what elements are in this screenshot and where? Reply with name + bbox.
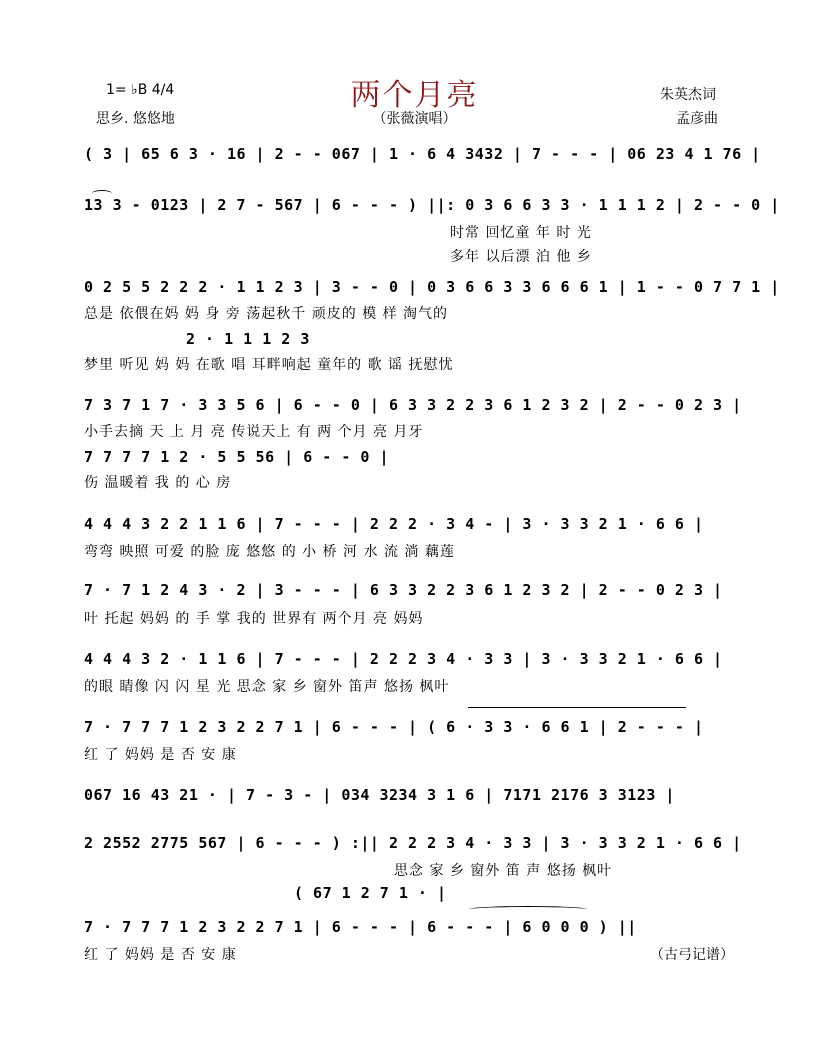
tempo-marking: 思乡. 悠悠地 bbox=[96, 111, 175, 127]
score-line-11: 7 · 7 7 7 1 2 3 2 2 7 1 | 6 - - - | 6 - - - | 6 0 0 0 ) || bbox=[84, 918, 637, 936]
lyrics-line-8: 叶 托起 妈妈 的 手 掌 我的 世界有 两个月 亮 妈妈 bbox=[84, 611, 424, 627]
score-line-7: 4 4 4 3 2 · 1 1 6 | 7 - - - | 2 2 2 3 4 · 3 3 | 3 · 3 3 2 1 · 6 6 | bbox=[84, 650, 723, 668]
lyrics-line-7: 弯弯 映照 可爱 的脸 庞 悠悠 的 小 桥 河 水 流 淌 藕莲 bbox=[84, 544, 455, 560]
tie-arc bbox=[92, 190, 112, 197]
tie-arc bbox=[468, 906, 588, 913]
song-title: 两个月亮 bbox=[350, 78, 479, 113]
lyrics-line-12: 红 了 妈妈 是 否 安 康 bbox=[84, 947, 237, 963]
lyrics-line-10: 红 了 妈妈 是 否 安 康 bbox=[84, 747, 237, 763]
lyrics-line-4: 梦里 听见 妈 妈 在歌 唱 耳畔响起 童年的 歌 谣 抚慰忧 bbox=[84, 357, 454, 373]
score-line-10b: ( 67 1 2 7 1 · | bbox=[294, 884, 447, 902]
score-line-2: 13 3 - 0123 | 2 7 - 567 | 6 - - - ) ||: 0 3 6 6 3 3 · 1 1 1 2 | 2 - - 0 | bbox=[84, 196, 780, 214]
score-line-3: 0 2 5 5 2 2 2 · 1 1 2 3 | 3 - - 0 | 0 3 6 6 3 3 6 6 6 1 | 1 - - 0 7 7 1 | bbox=[84, 278, 780, 296]
score-line-8: 7 · 7 7 7 1 2 3 2 2 7 1 | 6 - - - | ( 6 · 3 3 · 6 6 1 | 2 - - - | bbox=[84, 718, 704, 736]
score-line-6: 7 · 7 1 2 4 3 · 2 | 3 - - - | 6 3 3 2 2 3 6 1 2 3 2 | 2 - - 0 2 3 | bbox=[84, 581, 723, 599]
score-line-1: ( 3 | 65 6 3 · 16 | 2 - - 067 | 1 · 6 4 3432 | 7 - - - | 06 23 4 1 76 | bbox=[84, 145, 761, 163]
lyrics-line-9: 的眼 睛像 闪 闪 星 光 思念 家 乡 窗外 笛声 悠扬 枫叶 bbox=[84, 679, 450, 695]
lyrics-line-5: 小手去摘 天 上 月 亮 传说天上 有 两 个月 亮 月牙 bbox=[84, 424, 424, 440]
lyricist: 朱英杰词 bbox=[660, 87, 716, 103]
song-subtitle: （张薇演唱） bbox=[372, 111, 457, 127]
score-line-5: 4 4 4 3 2 2 1 1 6 | 7 - - - | 2 2 2 · 3 4 - | 3 · 3 3 2 1 · 6 6 | bbox=[84, 515, 704, 533]
lyrics-line-2: 多年 以后漂 泊 他 乡 bbox=[450, 249, 592, 265]
lyrics-line-1: 时常 回忆童 年 时 光 bbox=[450, 225, 592, 241]
score-line-4b: 7 7 7 7 1 2 · 5 5 56 | 6 - - 0 | bbox=[84, 448, 389, 466]
volta-bracket bbox=[468, 707, 686, 712]
key-signature: 1= ♭B 4/4 bbox=[106, 82, 175, 98]
transcriber-credit: （古弓记谱） bbox=[650, 947, 734, 963]
score-line-4: 7 3 7 1 7 · 3 3 5 6 | 6 - - 0 | 6 3 3 2 2 3 6 1 2 3 2 | 2 - - 0 2 3 | bbox=[84, 396, 742, 414]
lyrics-line-11: 思念 家 乡 窗外 笛 声 悠扬 枫叶 bbox=[394, 863, 613, 879]
score-line-10: 2 2552 2775 567 | 6 - - - ) :|| 2 2 2 3 4 · 3 3 | 3 · 3 3 2 1 · 6 6 | bbox=[84, 834, 742, 852]
lyrics-line-6: 伤 温暖着 我 的 心 房 bbox=[84, 475, 232, 491]
score-line-9: 067 16 43 21 · | 7 - 3 - | 034 3234 3 1 6 | 7171 2176 3 3123 | bbox=[84, 786, 675, 804]
composer: 孟彦曲 bbox=[676, 111, 718, 127]
lyrics-line-3: 总是 依偎在妈 妈 身 旁 荡起秋千 顽皮的 模 样 淘气的 bbox=[84, 306, 449, 322]
score-line-3b: 2 · 1 1 1 2 3 bbox=[186, 330, 310, 348]
